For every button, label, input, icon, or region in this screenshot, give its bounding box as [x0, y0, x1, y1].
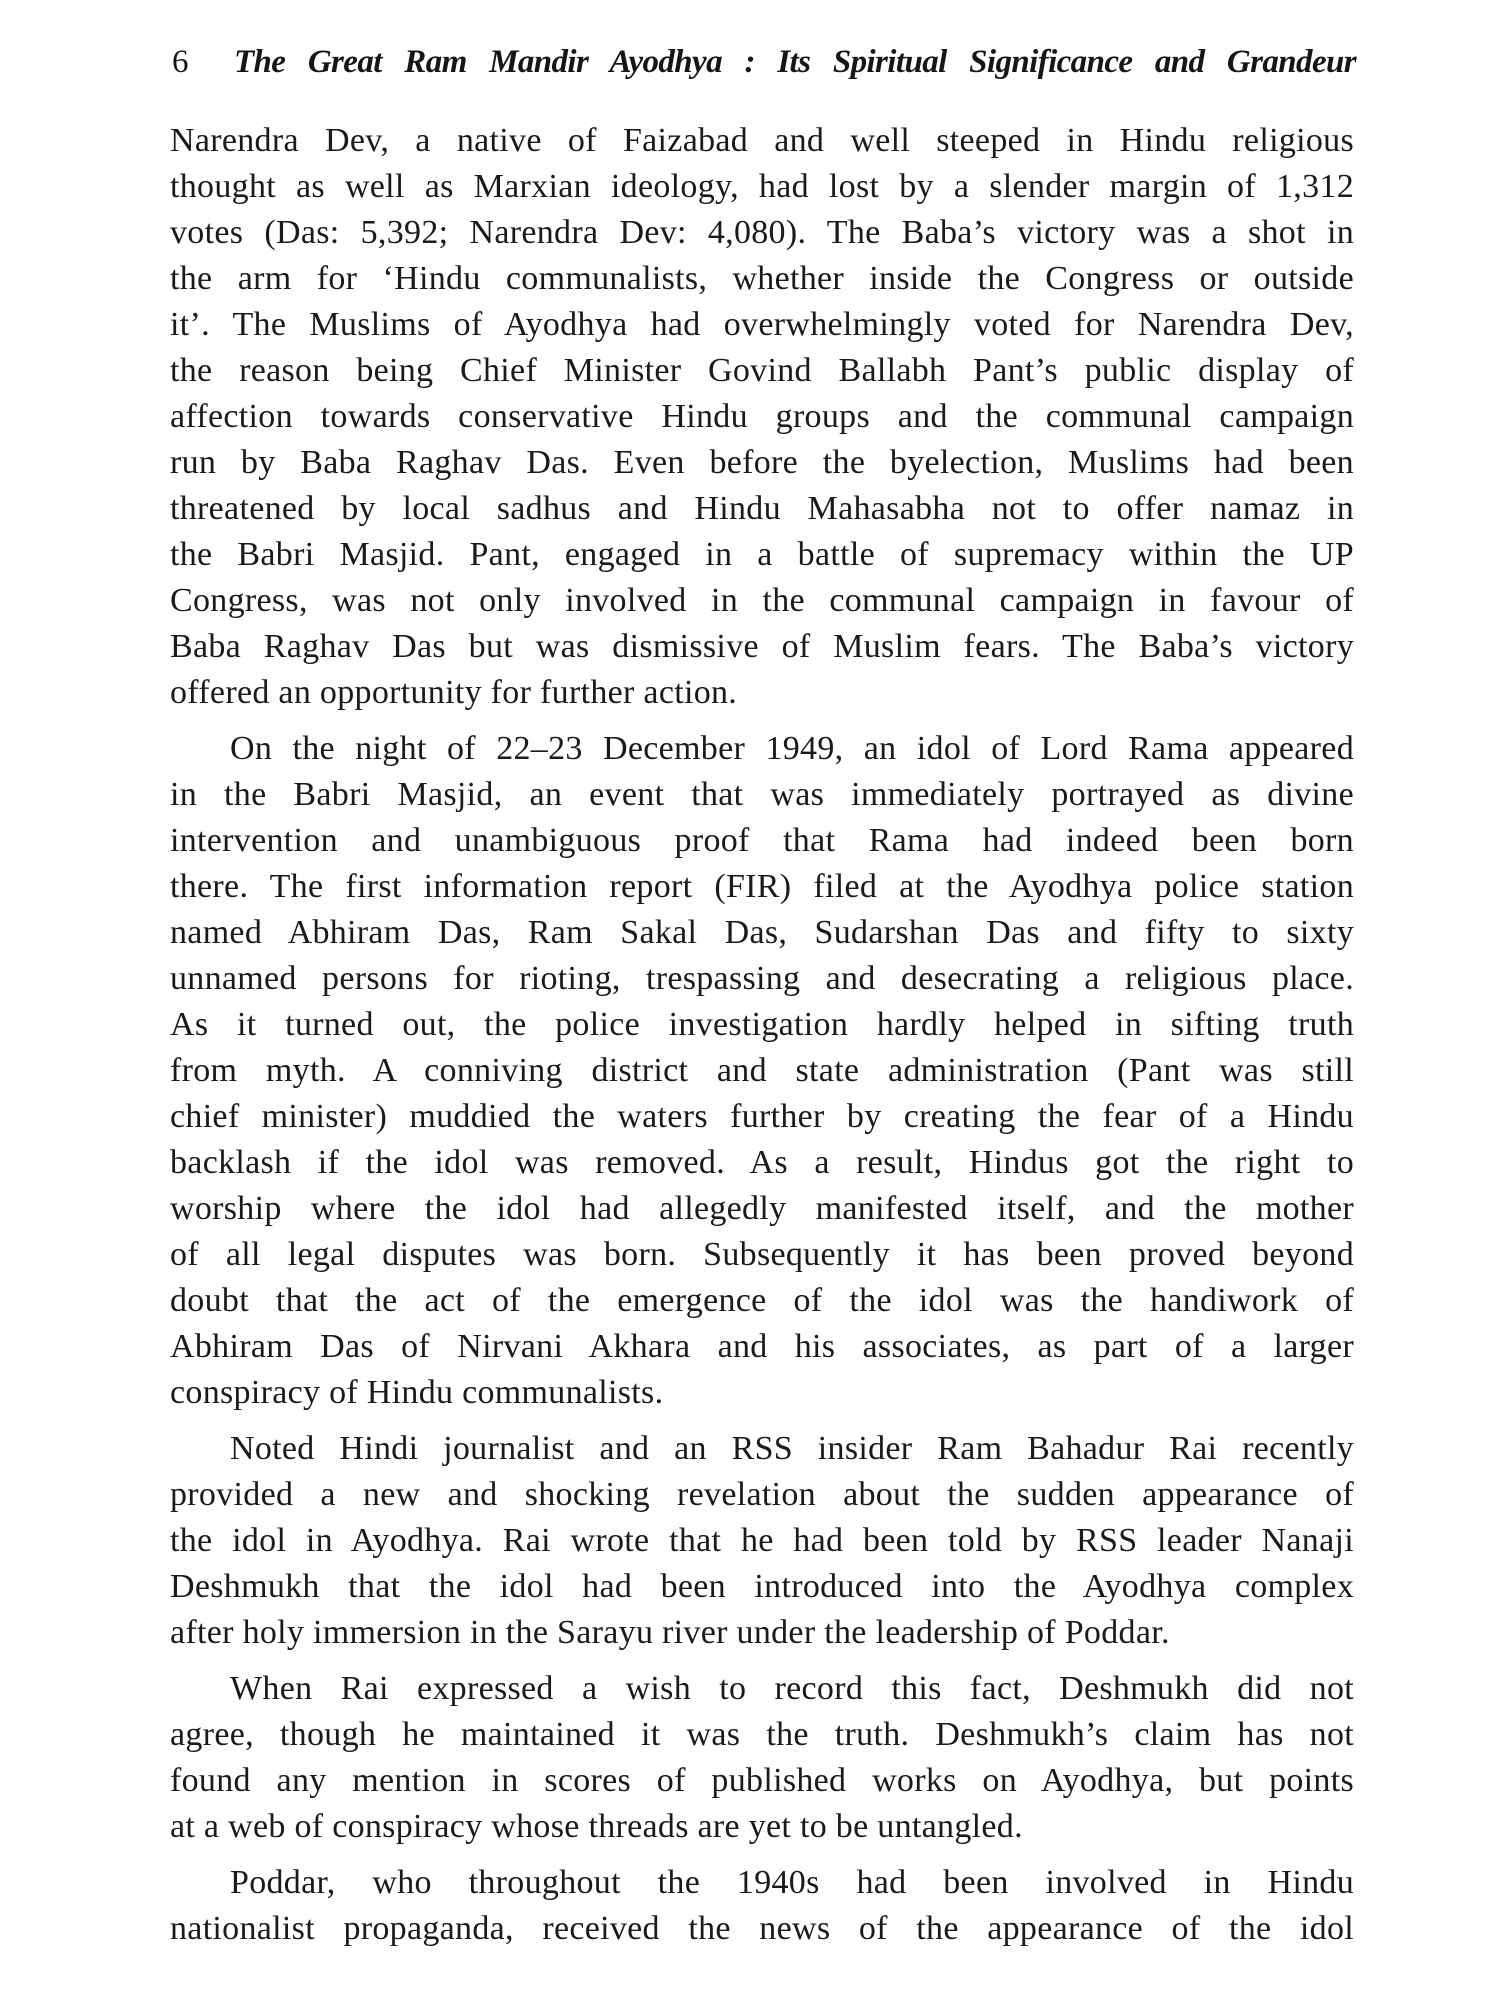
- text-line: chief minister) muddied the waters further by creating the fear of a Hindu: [170, 1098, 1354, 1135]
- text-line: worship where the idol had allegedly manifested itself, and the mother: [170, 1190, 1354, 1227]
- text-line: in the Babri Masjid, an event that was immediately portrayed as divine: [170, 776, 1354, 813]
- text-line: intervention and unambiguous proof that Rama had indeed been born: [170, 822, 1354, 859]
- text-line: the arm for ‘Hindu communalists, whether inside the Congress or outside: [170, 260, 1354, 297]
- text-line: threatened by local sadhus and Hindu Mahasabha not to offer namaz in: [170, 490, 1354, 527]
- text-line: backlash if the idol was removed. As a result, Hindus got the right to: [170, 1144, 1354, 1181]
- text-line: Baba Raghav Das but was dismissive of Muslim fears. The Baba’s victory: [170, 628, 1354, 665]
- text-line: As it turned out, the police investigation hardly helped in sifting truth: [170, 1006, 1354, 1043]
- text-line: affection towards conservative Hindu groups and the communal campaign: [170, 398, 1354, 435]
- text-line: of all legal disputes was born. Subsequently it has been proved beyond: [170, 1236, 1354, 1273]
- text-line: Noted Hindi journalist and an RSS insider Ram Bahadur Rai recently: [230, 1430, 1354, 1467]
- text-line: provided a new and shocking revelation about the sudden appearance of: [170, 1476, 1354, 1513]
- text-line: at a web of conspiracy whose threads are yet to be untangled.: [170, 1808, 1023, 1845]
- text-line: unnamed persons for rioting, trespassing and desecrating a religious place.: [170, 960, 1354, 997]
- text-line: agree, though he maintained it was the truth. Deshmukh’s claim has not: [170, 1716, 1354, 1753]
- text-line: Poddar, who throughout the 1940s had been involved in Hindu: [230, 1864, 1354, 1901]
- text-line: after holy immersion in the Sarayu river under the leadership of Poddar.: [170, 1614, 1170, 1651]
- running-head: [170, 42, 1356, 82]
- text-line: Congress, was not only involved in the communal campaign in favour of: [170, 582, 1354, 619]
- text-line: found any mention in scores of published works on Ayodhya, but points: [170, 1762, 1354, 1799]
- text-line: it’. The Muslims of Ayodhya had overwhelmingly voted for Narendra Dev,: [170, 306, 1354, 343]
- text-line: from myth. A conniving district and state administration (Pant was still: [170, 1052, 1354, 1089]
- text-line: Abhiram Das of Nirvani Akhara and his associates, as part of a larger: [170, 1328, 1354, 1365]
- page-number: 6: [172, 44, 189, 80]
- text-line: Deshmukh that the idol had been introduced into the Ayodhya complex: [170, 1568, 1354, 1605]
- text-line: the idol in Ayodhya. Rai wrote that he had been told by RSS leader Nanaji: [170, 1522, 1354, 1559]
- text-line: run by Baba Raghav Das. Even before the byelection, Muslims had been: [170, 444, 1354, 481]
- text-line: conspiracy of Hindu communalists.: [170, 1374, 664, 1411]
- text-line: named Abhiram Das, Ram Sakal Das, Sudarshan Das and fifty to sixty: [170, 914, 1354, 951]
- text-line: On the night of 22–23 December 1949, an idol of Lord Rama appeared: [230, 730, 1354, 767]
- text-line: doubt that the act of the emergence of the idol was the handiwork of: [170, 1282, 1354, 1319]
- text-line: there. The first information report (FIR) filed at the Ayodhya police station: [170, 868, 1354, 905]
- text-line: votes (Das: 5,392; Narendra Dev: 4,080). The Baba’s victory was a shot in: [170, 214, 1354, 251]
- book-title-header: The Great Ram Mandir Ayodhya : Its Spiritual Significance and Grandeur: [234, 44, 1356, 80]
- text-line: the Babri Masjid. Pant, engaged in a battle of supremacy within the UP: [170, 536, 1354, 573]
- text-line: Narendra Dev, a native of Faizabad and well steeped in Hindu religious: [170, 122, 1354, 159]
- text-line: When Rai expressed a wish to record this fact, Deshmukh did not: [230, 1670, 1354, 1707]
- text-line: nationalist propaganda, received the news of the appearance of the idol: [170, 1910, 1354, 1947]
- text-line: thought as well as Marxian ideology, had lost by a slender margin of 1,312: [170, 168, 1354, 205]
- text-line: offered an opportunity for further action.: [170, 674, 738, 711]
- text-line: the reason being Chief Minister Govind Ballabh Pant’s public display of: [170, 352, 1354, 389]
